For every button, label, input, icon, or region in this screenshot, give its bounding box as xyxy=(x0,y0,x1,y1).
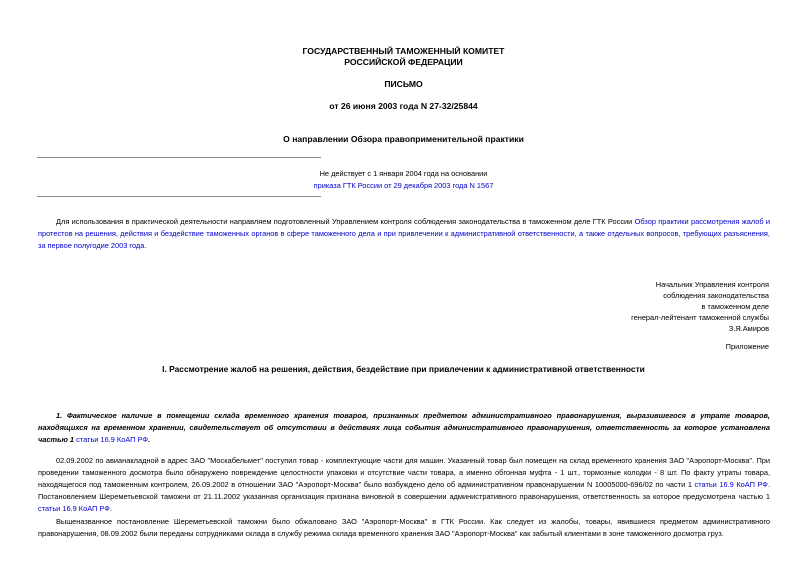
intro-tail: . xyxy=(144,241,147,250)
org-name-line1: ГОСУДАРСТВЕННЫЙ ТАМОЖЕННЫЙ КОМИТЕТ xyxy=(302,46,505,56)
signature-line3: в таможенном деле xyxy=(701,302,769,311)
signature-line4: генерал-лейтенант таможенной службы xyxy=(631,313,769,322)
case-paragraph-2: Вышеназванное постановление Шереметьевской таможни было обжаловано ЗАО "Аэропорт-Москва" в ГТК России. Как следует из жалобы, товары, явившиеся предметом административного правонарушения, 08.09.2002 были переданы сотрудниками склада в службу режима склада временного хранения ЗАО "Аэропорт-Москва" как забытый клиентами в зоне таможенного досмотра груз. xyxy=(38,517,770,538)
org-name-line2: РОССИЙСКОЙ ФЕДЕРАЦИИ xyxy=(344,57,463,67)
signature-line2: соблюдения законодательства xyxy=(663,291,769,300)
status-order-link[interactable]: приказа ГТК России от 29 декабря 2003 года N 1567 xyxy=(313,181,494,190)
doc-type: ПИСЬМО xyxy=(384,79,423,89)
case-p1-part-a: 02.09.2002 по авианакладной в адрес ЗАО "Москабельмет" поступил товар - комплектующие части для машин. Указанный товар был помещен на склад временного хранения ЗАО "Аэропорт-Москва". При проведении таможенного досмотра было обнаружено повреждение целостности упаковки и отсутствие части товара, а именно обгонная муфта - 1 шт., тормозные колодки - 8 шт. По факту утраты товара, находящегося под таможенным контролем, 26.09.2002 в отношении ЗАО "Аэропорт-Москва" было возбуждено дело об административном правонарушении N 10005000-696/02 по части 1 xyxy=(38,456,770,489)
signature-name: З.Я.Амиров xyxy=(728,324,769,333)
review-link[interactable]: Обзор практики рассмотрения жалоб и протестов на решения, действия и бездействие таможенных органов в сфере таможенного дела и при привлечении к административной ответственности, а также отдельных вопросов, требующих разъяснения, за первое полугодие 2003 года xyxy=(38,217,770,250)
separator-bottom xyxy=(37,196,321,197)
case-p1-part-b: . Постановлением Шереметьевской таможни от 21.11.2002 указанная организация признана виновной в совершении административного правонарушения, ответственность за которое предусмотрена частью 1 xyxy=(38,480,770,501)
article-16-9-link-2[interactable]: статьи 16.9 КоАП РФ xyxy=(694,480,768,489)
doc-date-number: от 26 июня 2003 года N 27-32/25844 xyxy=(329,101,478,111)
appendix-label: Приложение xyxy=(725,342,769,351)
point-1-heading xyxy=(38,410,770,446)
status-note xyxy=(0,168,807,192)
status-text: Не действует с 1 января 2004 года на основании xyxy=(319,169,488,178)
point-1-text: 1. Фактическое наличие в помещении склада временного хранения товаров, признанных предметом административного правонарушения, выразившегося в утрате товаров, находящихся на временном хранении, свидетельствует об отсутствии в действиях лица события административного правонарушения, ответственность за которое установлена частью 1 xyxy=(38,411,770,444)
doc-title: О направлении Обзора правоприменительной практики xyxy=(283,134,524,144)
separator-top xyxy=(37,157,321,158)
point-1-tail: . xyxy=(148,435,151,444)
intro-paragraph xyxy=(38,216,770,252)
article-16-9-link-3[interactable]: статьи 16.9 КоАП РФ xyxy=(38,504,110,513)
signature-block xyxy=(469,279,769,334)
section-title: I. Рассмотрение жалоб на решения, действия, бездействие при привлечении к административной ответственности xyxy=(162,364,645,374)
case-p1-part-c: . xyxy=(109,504,112,513)
article-16-9-link[interactable]: статьи 16.9 КоАП РФ xyxy=(76,435,149,444)
case-paragraph-1 xyxy=(38,455,770,515)
signature-line1: Начальник Управления контроля xyxy=(655,280,769,289)
intro-text: Для использования в практической деятельности направляем подготовленный Управлением контроля соблюдения законодательства в таможенном деле ГТК России xyxy=(56,217,635,226)
